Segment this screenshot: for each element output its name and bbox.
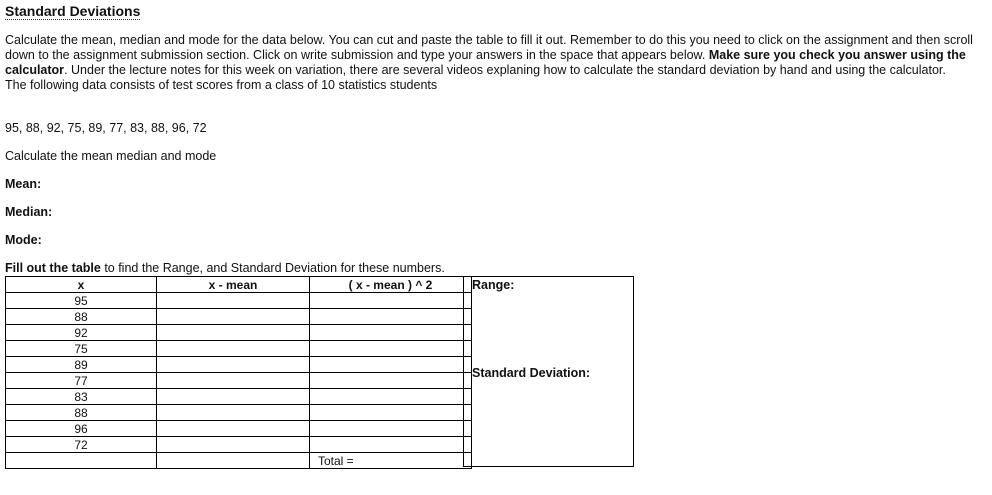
deviation-cell[interactable] <box>157 405 310 421</box>
deviation-cell[interactable] <box>157 309 310 325</box>
squared-cell[interactable] <box>310 437 472 453</box>
squared-cell[interactable] <box>310 405 472 421</box>
table-caption-bold: Fill out the table <box>5 261 101 275</box>
deviation-cell[interactable] <box>157 341 310 357</box>
table-row <box>6 309 472 325</box>
results-box <box>463 276 634 467</box>
deviation-cell[interactable] <box>157 421 310 437</box>
squared-cell[interactable] <box>310 341 472 357</box>
table-row <box>6 357 472 373</box>
x-cell: 92 <box>6 325 157 341</box>
x-cell: 88 <box>6 309 157 325</box>
squared-cell[interactable] <box>310 325 472 341</box>
deviation-cell[interactable] <box>157 293 310 309</box>
squared-cell[interactable] <box>310 293 472 309</box>
x-cell: 83 <box>6 389 157 405</box>
x-cell: 72 <box>6 437 157 453</box>
squared-cell[interactable] <box>310 373 472 389</box>
x-cell: 95 <box>6 293 157 309</box>
table-row <box>6 293 472 309</box>
mode-label: Mode: <box>5 233 42 247</box>
instruction-text: Calculate the mean median and mode <box>5 149 217 163</box>
intro-bold-text: Make sure you check you answer using the calculator <box>5 48 966 77</box>
table-row <box>6 325 472 341</box>
deviation-cell[interactable] <box>157 357 310 373</box>
intro-text-1: Calculate the mean, median and mode for the data below. You can cut and paste the table to fill it out. Remember to do this you need to click on the assignment and then scroll down to the assignment submission section. Click on write submission and type your answers in the space that appears below. <box>5 33 973 62</box>
table-row <box>6 373 472 389</box>
deviation-cell[interactable] <box>157 389 310 405</box>
deviation-cell[interactable] <box>157 437 310 453</box>
table-total-row <box>6 453 472 469</box>
table-row <box>6 389 472 405</box>
x-cell: 77 <box>6 373 157 389</box>
deviation-cell[interactable] <box>157 325 310 341</box>
total-cell[interactable]: Total = <box>310 453 472 469</box>
total-empty-cell <box>6 453 157 469</box>
x-cell: 89 <box>6 357 157 373</box>
squared-cell[interactable] <box>310 357 472 373</box>
table-row <box>6 421 472 437</box>
total-empty-cell <box>157 453 310 469</box>
x-cell: 75 <box>6 341 157 357</box>
header-x: x <box>6 277 157 293</box>
x-cell: 88 <box>6 405 157 421</box>
mean-label: Mean: <box>5 177 42 191</box>
table-row <box>6 405 472 421</box>
data-values: 95, 88, 92, 75, 89, 77, 83, 88, 96, 72 <box>5 121 207 135</box>
table-caption <box>5 261 445 275</box>
deviation-table <box>5 276 472 469</box>
squared-cell[interactable] <box>310 309 472 325</box>
table-caption-rest: to find the Range, and Standard Deviation for these numbers. <box>100 261 445 275</box>
range-label: Range: <box>472 278 515 292</box>
median-label: Median: <box>5 205 53 219</box>
intro-paragraph <box>5 33 990 93</box>
header-squared: ( x - mean ) ^ 2 <box>310 277 472 293</box>
intro-text-3: The following data consists of test scores from a class of 10 statistics students <box>5 78 438 92</box>
table-row <box>6 437 472 453</box>
page-title: Standard Deviations <box>5 3 141 19</box>
squared-cell[interactable] <box>310 389 472 405</box>
standard-deviation-label: Standard Deviation: <box>472 366 591 380</box>
table-row <box>6 341 472 357</box>
table-header-row <box>6 277 472 293</box>
deviation-cell[interactable] <box>157 373 310 389</box>
header-x-minus-mean: x - mean <box>157 277 310 293</box>
intro-text-2: . Under the lecture notes for this week on variation, there are several videos explaning how to calculate the standard deviation by hand and using the calculator. <box>64 63 946 77</box>
squared-cell[interactable] <box>310 421 472 437</box>
x-cell: 96 <box>6 421 157 437</box>
